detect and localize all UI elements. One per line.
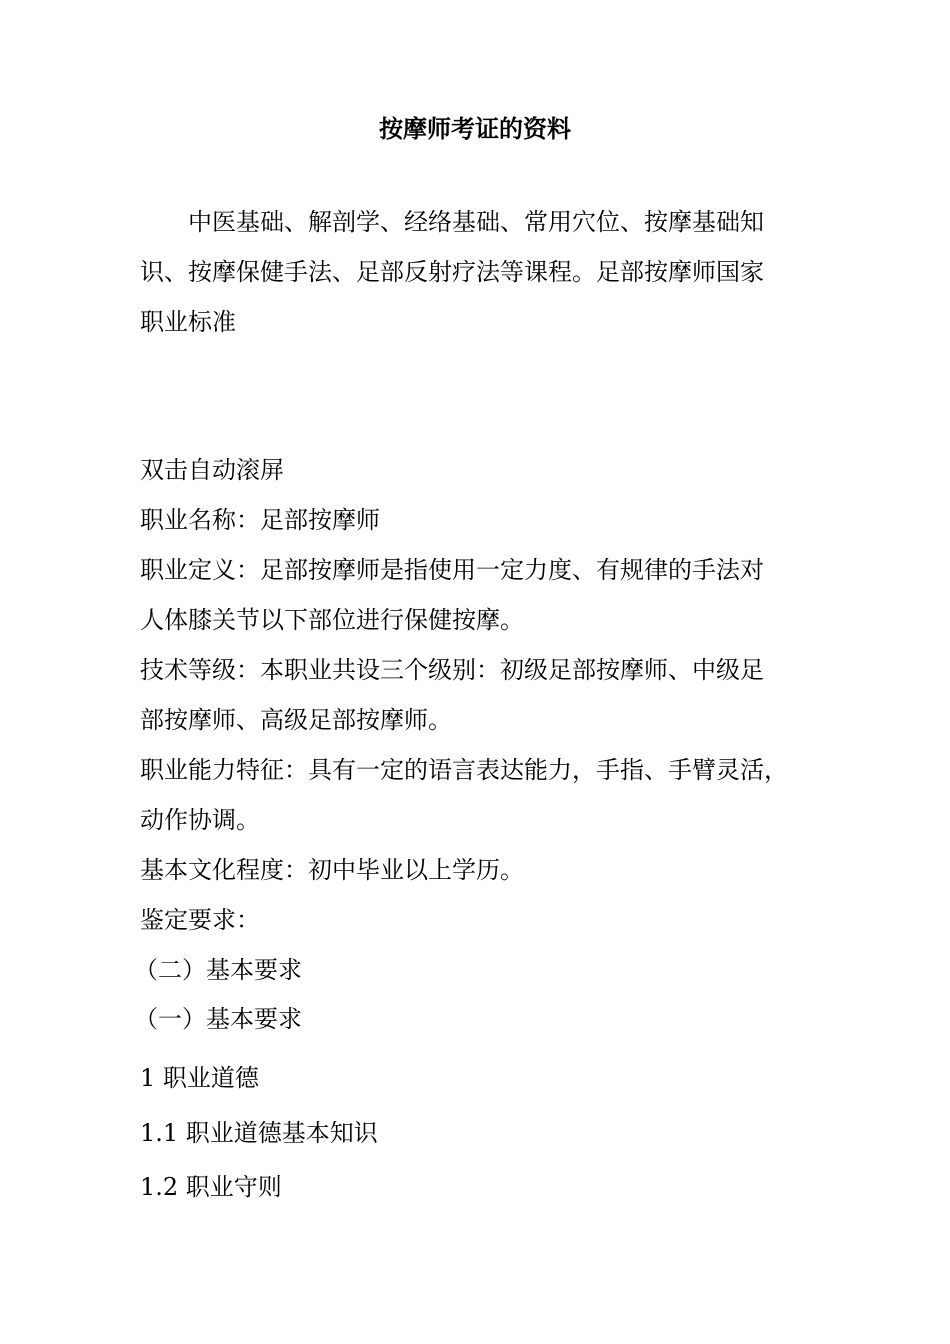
body-line: 职业能力特征：具有一定的语言表达能力，手指、手臂灵活， bbox=[140, 756, 788, 784]
intro-line: 职业标准 bbox=[140, 308, 236, 336]
scroll-hint-text: 双击自动滚屏 bbox=[140, 456, 284, 484]
body-line: 人体膝关节以下部位进行保健按摩。 bbox=[140, 606, 524, 634]
intro-line: 中医基础、解剖学、经络基础、常用穴位、按摩基础知 bbox=[188, 208, 764, 236]
numbered-heading: 1 职业道德 bbox=[140, 1064, 259, 1092]
section-heading: （一）基本要求 bbox=[134, 1005, 302, 1033]
body-line: 部按摩师、高级足部按摩师。 bbox=[140, 706, 452, 734]
body-line: 技术等级：本职业共设三个级别：初级足部按摩师、中级足 bbox=[140, 656, 764, 684]
body-line: 职业名称：足部按摩师 bbox=[140, 506, 380, 534]
numbered-heading: 1.2 职业守则 bbox=[140, 1173, 282, 1201]
intro-line: 识、按摩保健手法、足部反射疗法等课程。足部按摩师国家 bbox=[140, 258, 764, 286]
numbered-heading: 1.1 职业道德基本知识 bbox=[140, 1119, 378, 1147]
section-heading: （二）基本要求 bbox=[134, 956, 302, 984]
body-line: 动作协调。 bbox=[140, 806, 260, 834]
document-title: 按摩师考证的资料 bbox=[379, 114, 571, 143]
body-line: 鉴定要求： bbox=[140, 906, 260, 934]
body-line: 基本文化程度：初中毕业以上学历。 bbox=[140, 856, 524, 884]
body-line: 职业定义：足部按摩师是指使用一定力度、有规律的手法对 bbox=[140, 556, 764, 584]
